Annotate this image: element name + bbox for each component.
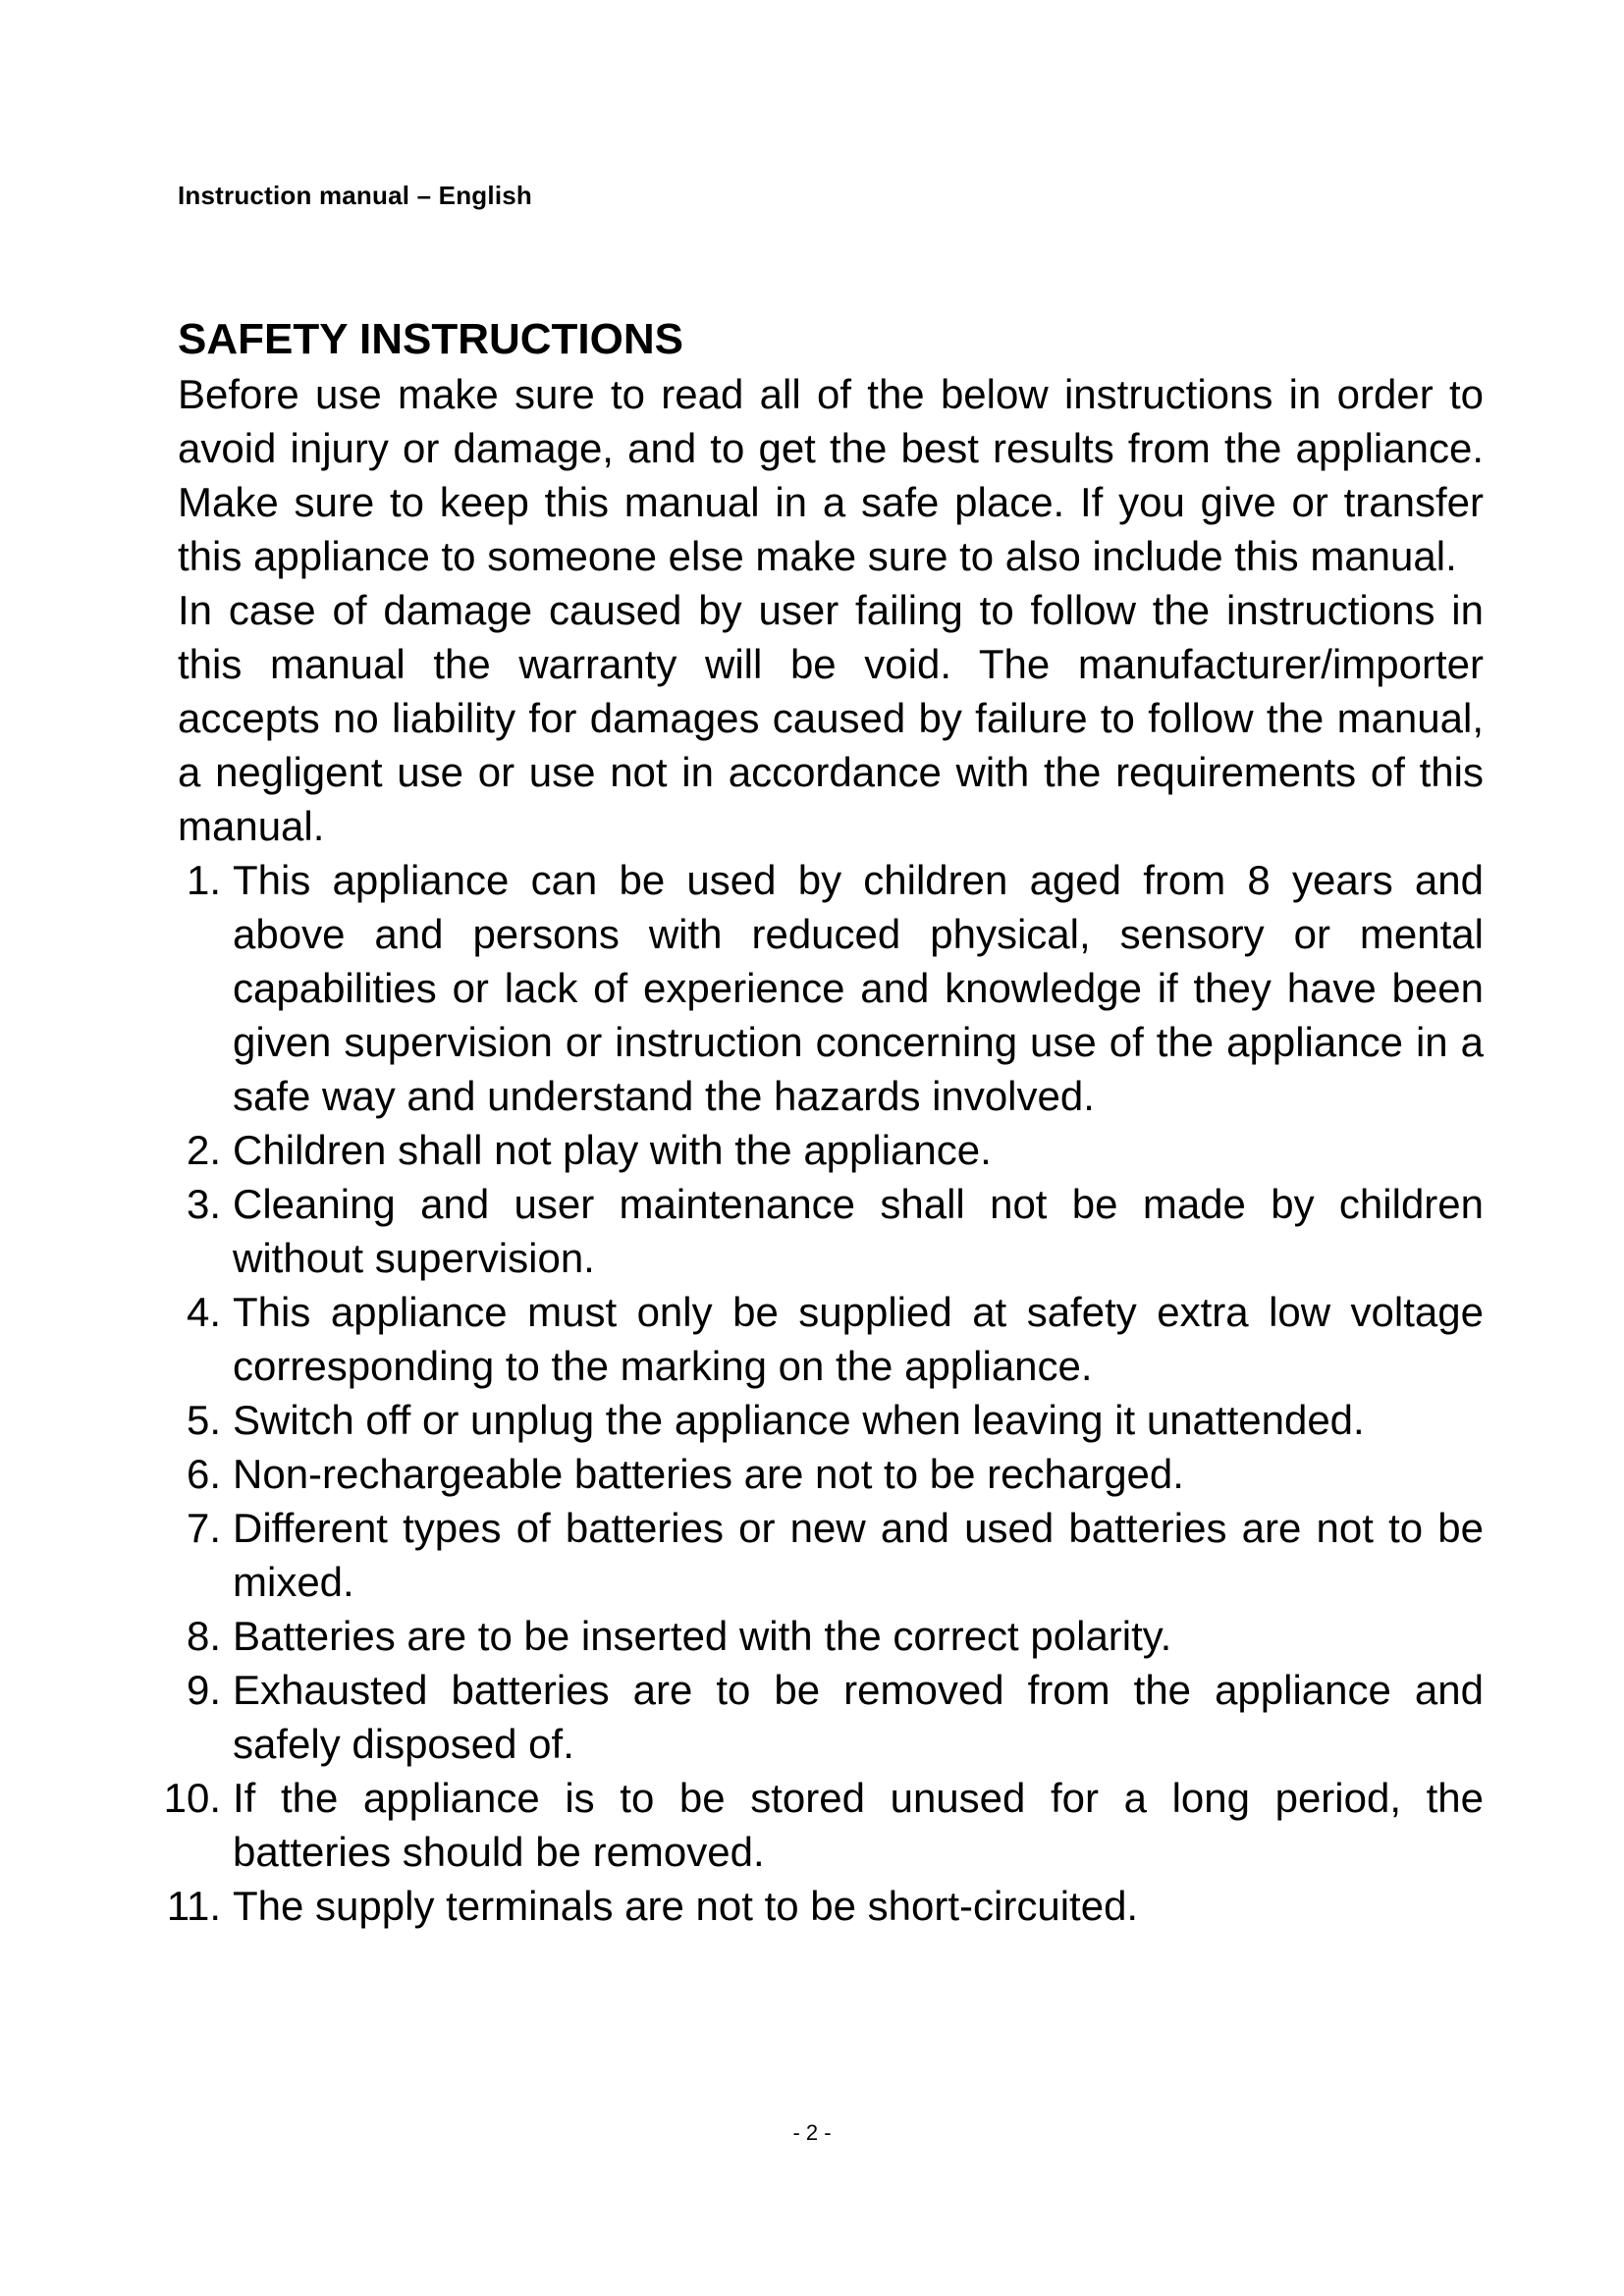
item-number: 7. xyxy=(186,1505,221,1551)
item-number: 2. xyxy=(186,1127,221,1173)
safety-instructions-list xyxy=(163,853,1484,1933)
item-number: 1. xyxy=(186,857,221,903)
item-number: 6. xyxy=(186,1451,221,1497)
item-text: Exhausted batteries are to be removed from the appliance and safely disposed of. xyxy=(233,1667,1484,1767)
item-text: The supply terminals are not to be short-circuited. xyxy=(233,1883,1139,1929)
list-item xyxy=(178,1177,1484,1285)
list-item xyxy=(178,1501,1484,1609)
section-title: SAFETY INSTRUCTIONS xyxy=(178,315,684,363)
item-number: 5. xyxy=(186,1397,221,1443)
list-item xyxy=(178,1123,1484,1177)
item-text: Cleaning and user maintenance shall not be made by children without supervision. xyxy=(233,1181,1484,1281)
page-number: - 2 - xyxy=(792,2120,832,2145)
item-text: This appliance must only be supplied at safety extra low voltage corresponding to the marking on the appliance. xyxy=(233,1289,1484,1389)
list-item xyxy=(178,1663,1484,1771)
list-item xyxy=(178,1609,1484,1663)
item-text: Batteries are to be inserted with the correct polarity. xyxy=(233,1613,1172,1659)
item-number: 10. xyxy=(163,1775,221,1821)
main-content xyxy=(163,312,1484,1933)
item-text: Different types of batteries or new and used batteries are not to be mixed. xyxy=(233,1505,1484,1605)
warranty-paragraph: In case of damage caused by user failing to follow the instructions in this manual the warranty will be void. The manufacturer/importer accepts no liability for damages caused by failure to follow the manual, a negligent use or use not in accordance with the requirements of this manual. xyxy=(178,587,1484,849)
item-text: If the appliance is to be stored unused for a long period, the batteries should be removed. xyxy=(233,1775,1484,1875)
item-text: Non-rechargeable batteries are not to be recharged. xyxy=(233,1451,1184,1497)
running-header: Instruction manual – English xyxy=(178,181,532,210)
item-number: 8. xyxy=(186,1613,221,1659)
item-text: This appliance can be used by children aged from 8 years and above and persons with reduced physical, sensory or mental capabilities or lack of experience and knowledge if they have been given supervision or instruction concerning use of the appliance in a safe way and understand the hazards involved. xyxy=(233,857,1484,1119)
item-number: 11. xyxy=(166,1883,221,1929)
item-text: Children shall not play with the appliance. xyxy=(233,1127,992,1173)
intro-paragraph: Before use make sure to read all of the below instructions in order to avoid injury or damage, and to get the best results from the appliance. Make sure to keep this manual in a safe place. If you give or transfer this appliance to someone else make sure to also include this manual. xyxy=(178,371,1484,579)
item-number: 3. xyxy=(186,1181,221,1227)
item-number: 4. xyxy=(186,1289,221,1335)
list-item xyxy=(178,1447,1484,1501)
list-item xyxy=(163,1771,1484,1879)
item-text: Switch off or unplug the appliance when leaving it unattended. xyxy=(233,1397,1365,1443)
list-item xyxy=(178,1285,1484,1393)
list-item xyxy=(178,853,1484,1123)
item-number: 9. xyxy=(186,1667,221,1713)
list-item xyxy=(166,1879,1484,1933)
list-item xyxy=(178,1393,1484,1447)
